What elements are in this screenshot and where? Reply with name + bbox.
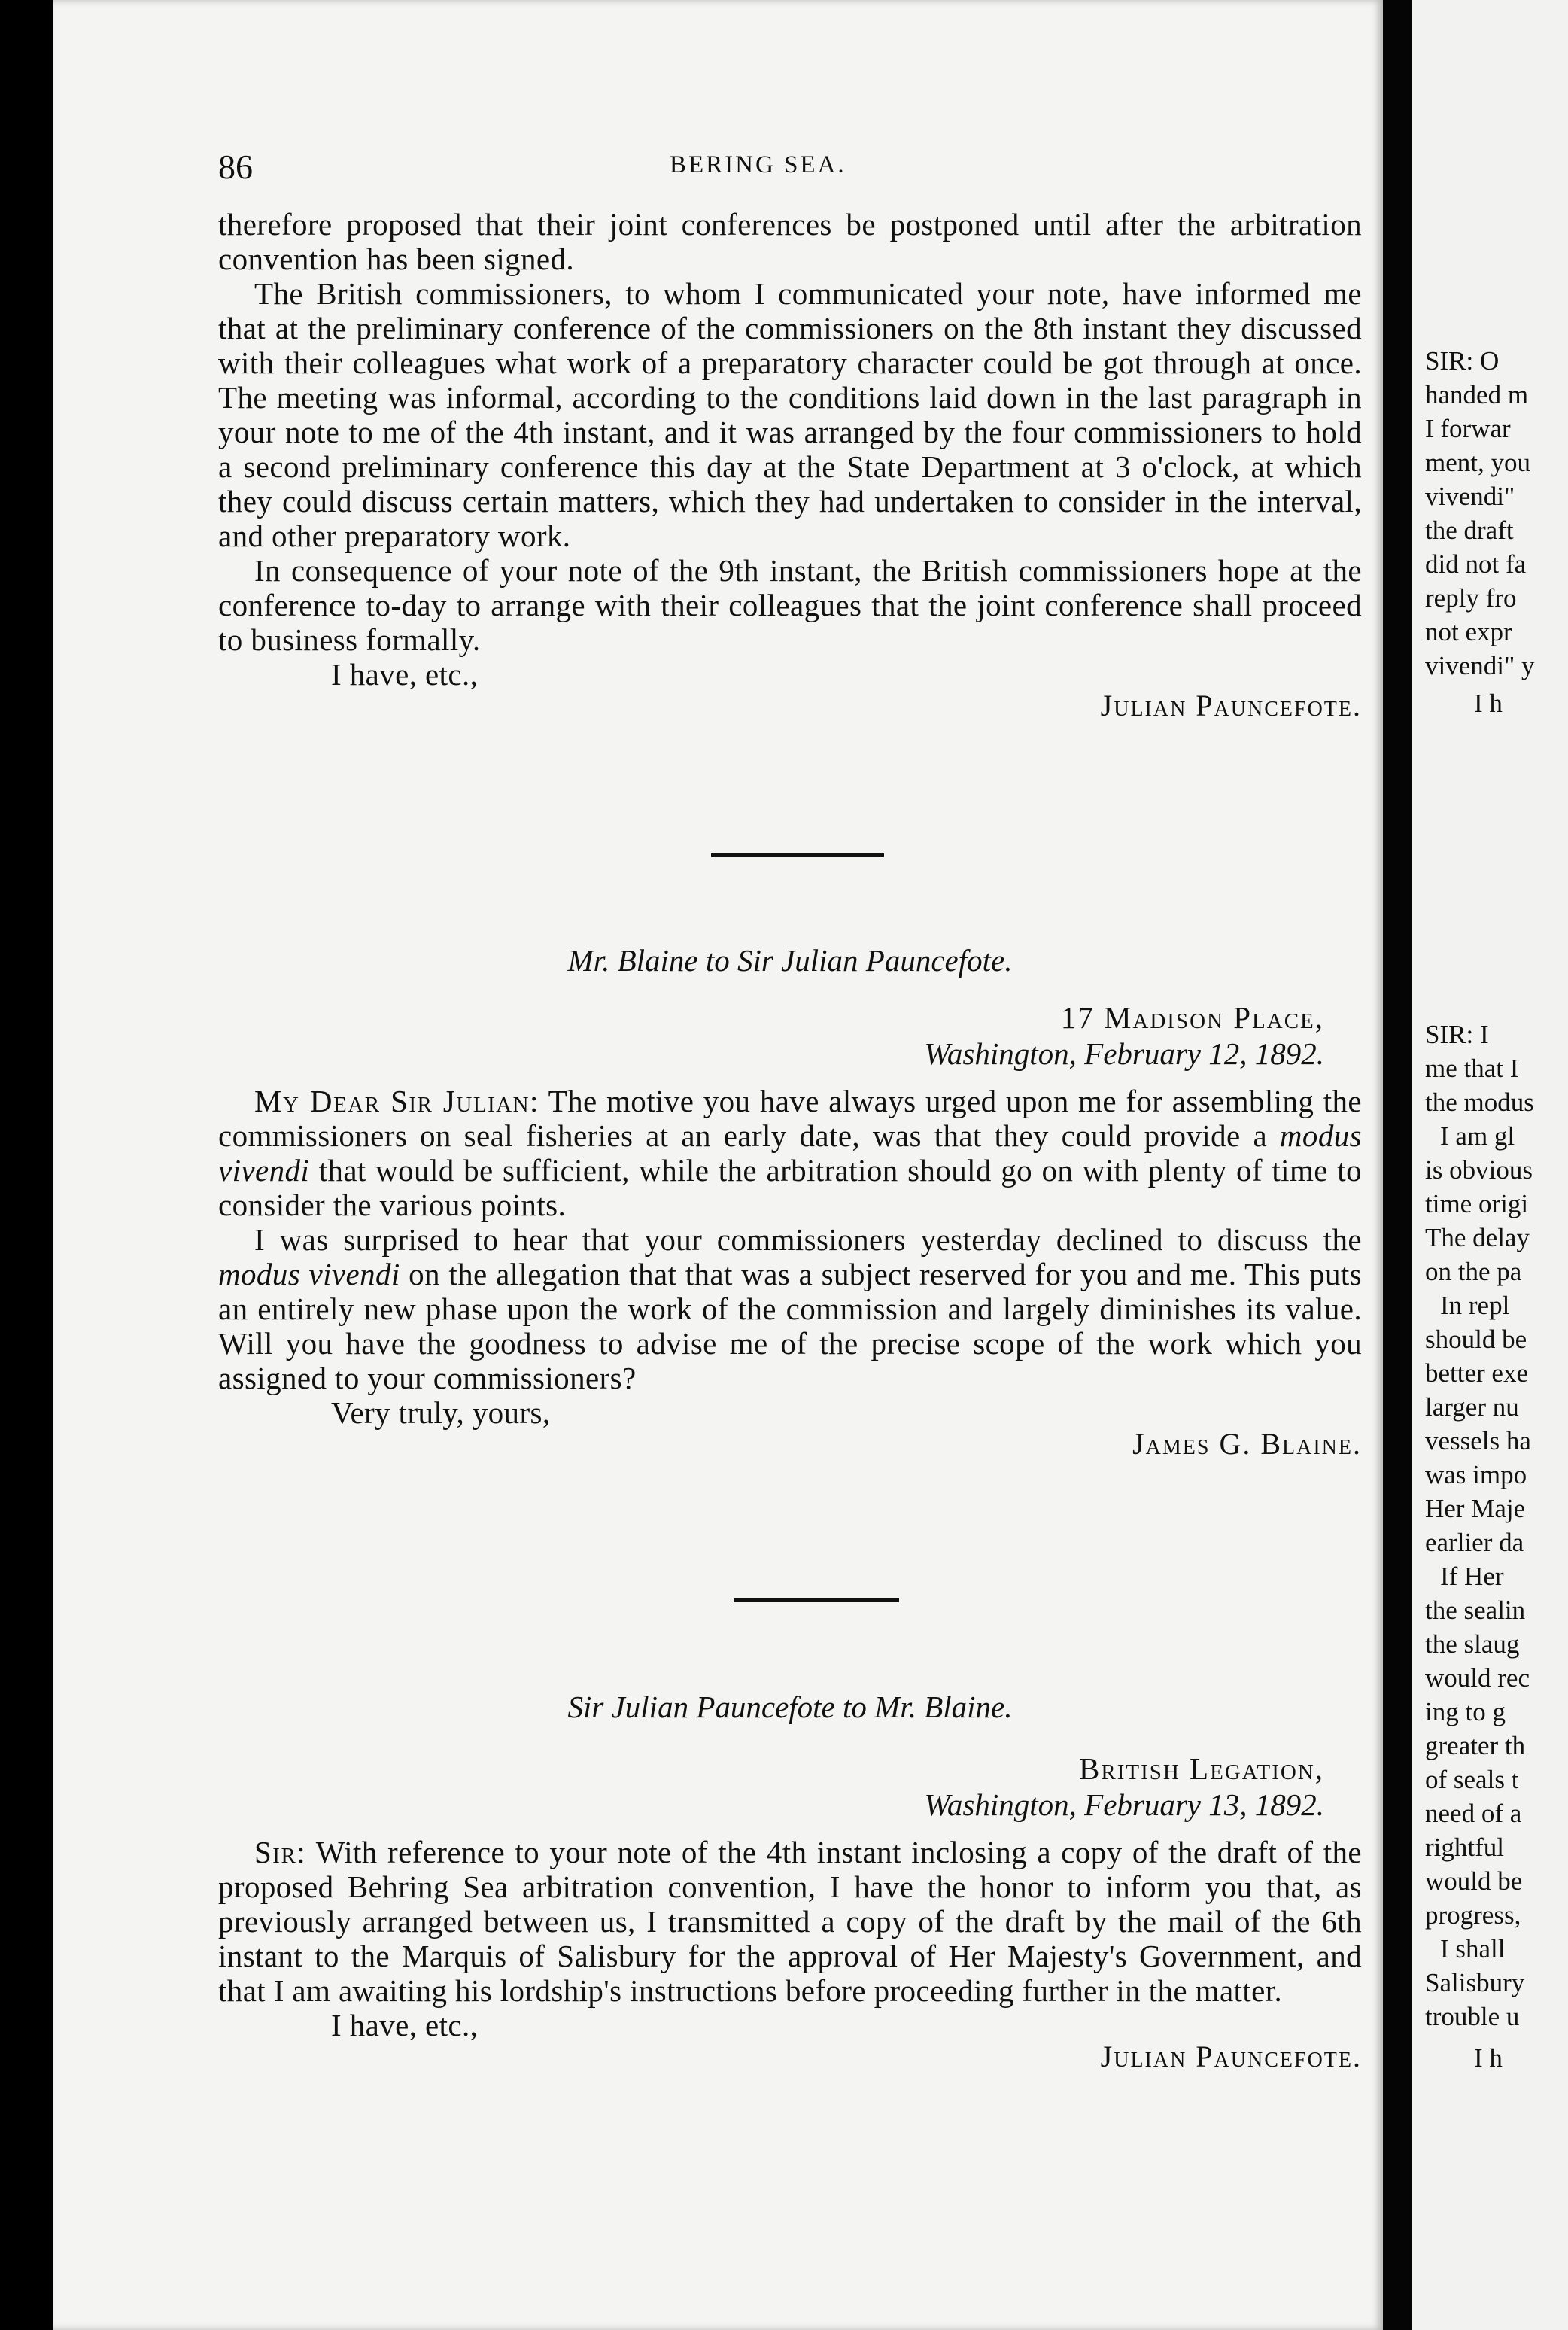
- address-date: Washington, February 13, 1892.: [924, 1787, 1324, 1822]
- letter-body: [218, 1084, 1362, 1462]
- signature: Julian Pauncefote.: [1100, 2040, 1362, 2073]
- right-page-line: I am gl: [1440, 1121, 1515, 1151]
- right-page-line: was impo: [1425, 1460, 1527, 1489]
- paragraph: The British commissioners, to whom I communicated your note, have informed me that at the preliminary conference of the commissioners on the 8th instant they discussed with their colleagues what work of a preparatory character could be got through at once. The meeting was informal, according to the conditions laid down in the last paragraph in your note to me of the 4th instant, and it was arranged by the four commissioners to hold a second preliminary conference this day at the State Department at 3 o'clock, at which they could discuss certain matters, which they had undertaken to consider in the interval, and other preparatory work.: [218, 276, 1362, 553]
- signature: Julian Pauncefote.: [1100, 689, 1362, 722]
- section-divider: [711, 853, 884, 857]
- running-head: BERING SEA.: [670, 151, 846, 178]
- right-page-line: SIR: I: [1425, 1020, 1489, 1049]
- paragraph: therefore proposed that their joint conferences be postponed until after the arbitration convention has been signed.: [218, 207, 1362, 276]
- right-page-line: SIR: O: [1425, 346, 1500, 376]
- salutation: My Dear Sir Julian:: [254, 1084, 539, 1118]
- right-page-line: Salisbury: [1425, 1968, 1525, 1997]
- right-page-line: would be: [1425, 1866, 1523, 1896]
- right-page-line: need of a: [1425, 1799, 1522, 1828]
- letter-address: [218, 1751, 1324, 1823]
- paragraph: In consequence of your note of the 9th instant, the British commissioners hope at the conference to-day to arrange with their colleagues that the joint conference shall proceed to business formally.: [218, 553, 1362, 657]
- address-place: British Legation,: [1079, 1751, 1324, 1786]
- section-continuation: [218, 207, 1362, 723]
- page-header: [218, 147, 1362, 192]
- right-page-line: did not fa: [1425, 549, 1527, 579]
- paragraph: Sir: With reference to your note of the 4th instant inclosing a copy of the draft of the proposed Behring Sea arbitration convention, I have the honor to inform you that, as previously arranged between us, I transmitted a copy of the draft by the mail of the 6th instant to the Marquis of Salisbury for the approval of Her Majesty's Government, and that I am awaiting his lordship's instructions before proceeding further in the matter.: [218, 1835, 1362, 2008]
- right-page-line: vivendi": [1425, 482, 1515, 511]
- right-page-line: ing to g: [1425, 1697, 1506, 1726]
- right-page-line: I shall: [1440, 1934, 1506, 1963]
- right-page: [1412, 0, 1568, 2330]
- right-page-line: earlier da: [1425, 1528, 1524, 1557]
- right-page-line: larger nu: [1425, 1392, 1519, 1422]
- right-page-line: ment, you: [1425, 448, 1530, 477]
- right-page-line: should be: [1425, 1325, 1527, 1354]
- right-page-line: the sealin: [1425, 1595, 1526, 1625]
- right-page-line: is obvious: [1425, 1155, 1533, 1185]
- letter-address: [218, 999, 1324, 1072]
- right-page-line: I h: [1474, 2043, 1503, 2073]
- letter-body: [218, 1835, 1362, 2074]
- right-page-line: better exe: [1425, 1358, 1528, 1388]
- address-date: Washington, February 12, 1892.: [924, 1036, 1324, 1071]
- right-page-line: vivendi" y: [1425, 651, 1535, 680]
- right-page-line: on the pa: [1425, 1257, 1522, 1286]
- section-divider: [734, 1598, 899, 1602]
- right-page-line: I h: [1474, 689, 1503, 718]
- salutation: Sir:: [254, 1835, 307, 1869]
- right-page-line: trouble u: [1425, 2002, 1520, 2031]
- closing: I have, etc.,: [331, 657, 479, 692]
- right-page-line: reply fro: [1425, 583, 1517, 613]
- right-page-line: progress,: [1425, 1900, 1521, 1930]
- right-page-line: rightful: [1425, 1833, 1504, 1862]
- letter-title: Sir Julian Pauncefote to Mr. Blaine.: [567, 1690, 1013, 1724]
- right-page-line: time origi: [1425, 1189, 1529, 1218]
- right-page-line: handed m: [1425, 380, 1529, 409]
- right-page-line: Her Maje: [1425, 1494, 1526, 1523]
- paragraph: I was surprised to hear that your commissioners yesterday declined to discuss the modus vivendi on the allegation that that was a subject reserved for you and me. This puts an entirely new phase upon the work of the commission and largely diminishes its value. Will you have the goodness to advise me of the precise scope of the work which you assigned to your commissioners?: [218, 1222, 1363, 1395]
- signature: James G. Blaine.: [1132, 1427, 1362, 1461]
- closing: I have, etc.,: [331, 2008, 479, 2043]
- right-page-line: not expr: [1425, 617, 1512, 646]
- paragraph: My Dear Sir Julian: The motive you have always urged upon me for assembling the commissioners on seal fisheries at an early date, was that they could provide a modus vivendi that would be sufficient, while the arbitration should go on with plenty of time to consider the various points.: [218, 1084, 1362, 1222]
- right-page-line: If Her: [1440, 1562, 1504, 1591]
- book-spine: [1383, 0, 1412, 2330]
- address-place: 17 Madison Place,: [1060, 1000, 1324, 1035]
- right-page-line: would rec: [1425, 1663, 1530, 1693]
- right-page-line: the draft: [1425, 516, 1514, 545]
- right-page-line: I forwar: [1425, 414, 1511, 443]
- letter-title: Mr. Blaine to Sir Julian Pauncefote.: [567, 943, 1013, 978]
- closing: Very truly, yours,: [331, 1395, 551, 1430]
- right-page-line: the slaug: [1425, 1629, 1520, 1659]
- right-page-line: of seals t: [1425, 1765, 1519, 1794]
- right-page-line: greater th: [1425, 1731, 1526, 1760]
- right-page-line: In repl: [1440, 1291, 1510, 1320]
- right-page-line: the modus: [1425, 1087, 1534, 1117]
- right-page-line: me that I: [1425, 1054, 1519, 1083]
- right-page-line: vessels ha: [1425, 1426, 1531, 1455]
- right-page-line: The delay: [1425, 1223, 1530, 1252]
- page-number: 86: [218, 148, 253, 186]
